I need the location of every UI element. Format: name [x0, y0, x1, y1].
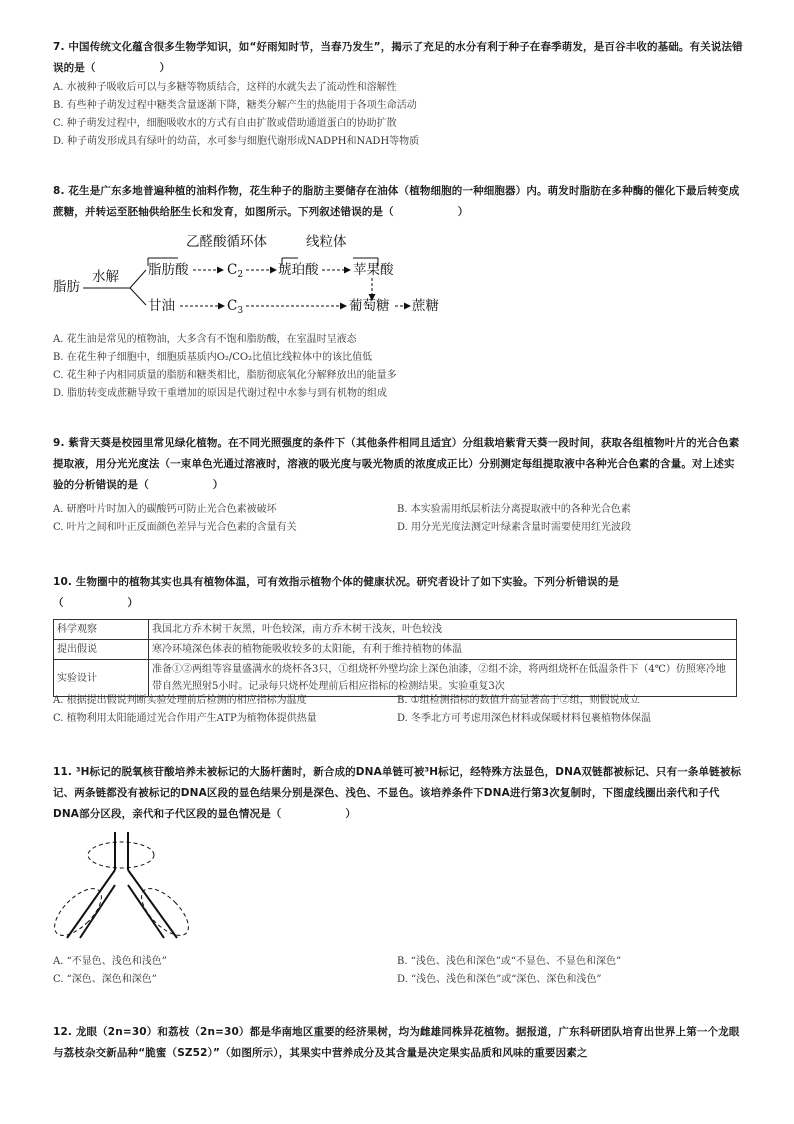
fatty-acid-label: 脂肪酸 [148, 262, 189, 278]
hydrolysis-label: 水解 [92, 269, 119, 285]
sucrose-label: 蔗糖 [412, 298, 439, 314]
c3-subscript: 3 [237, 306, 244, 316]
question-8 [53, 181, 743, 223]
question-11-options [53, 953, 743, 989]
glucose-label: 葡萄糖 [349, 298, 390, 314]
question-8-option-d: D. 脂肪转变成蔗糖导致干重增加的原因是代谢过程中水参与到有机物的组成 [53, 388, 388, 399]
question-7-stem: 7. 中国传统文化蕴含很多生物学知识，如“好雨知时节，当春乃发生”，揭示了充足的水分有利于种子在春季萌发，是百谷丰收的基础。有关说法错误的是（ ） [53, 41, 743, 74]
table-head-cell: 提出假说 [54, 640, 149, 660]
question-10-stem: 10. 生物圈中的植物其实也具有植物体温，可有效指示植物个体的健康状况。研究者设计了如下实验。下列分析错误的是 [53, 576, 620, 588]
question-10-options [53, 692, 743, 728]
question-8-option-a: A. 花生油是常见的植物油，大多含有不饱和脂肪酸，在室温时呈液态 [53, 334, 357, 345]
c3-label [227, 298, 243, 316]
question-11-stem: 11. ³H标记的脱氧核苷酸培养未被标记的大肠杆菌时，新合成的DNA单链可被³H标记，经特殊方法显色，DNA双链都被标记、只有一条单链被标记、两条链都没有被标记的DNA区段的显色结果分别是深色、浅色、不显色。该培养条件下DNA进行第3次复制时，下图虚线圈出亲代和子代DNA部分区段，亲代和子代区段的显色情况是（ ） [53, 766, 742, 820]
question-7-option-a: A. 水被种子吸收后可以与多糖等物质结合，这样的水就失去了流动性和溶解性 [53, 82, 397, 93]
question-12 [53, 1022, 743, 1064]
question-11-option-b: B. “浅色、浅色和深色”或“不显色、不显色和深色” [397, 956, 622, 967]
question-9-option-d: D. 用分光光度法测定叶绿素含量时需要使用红光波段 [397, 522, 632, 533]
question-10-answer-paren: （ ） [53, 597, 139, 609]
question-11 [53, 762, 743, 825]
table-row [54, 640, 737, 660]
c2-subscript: 2 [237, 270, 244, 280]
c2-label [227, 262, 243, 280]
experiment-table [53, 619, 737, 697]
question-9-option-c: C. 叶片之间和叶正反面颜色差异与光合色素的含量有关 [53, 522, 297, 533]
question-7-option-d: D. 种子萌发形成具有绿叶的幼苗，水可参与细胞代谢形成NADPH和NADH等物质 [53, 136, 420, 147]
fat-metabolism-diagram [50, 226, 439, 326]
question-10-option-d: D. 冬季北方可考虑用深色材料或保暖材料包裹植物体保温 [397, 713, 652, 724]
table-head-cell: 科学观察 [54, 620, 149, 640]
glycerol-label: 甘油 [148, 298, 175, 314]
question-10-option-a: A. 根据提出假说判断实验处理前后检测的相应指标为温度 [53, 695, 307, 706]
c3-letter: C [227, 298, 238, 314]
fat-label: 脂肪 [53, 279, 80, 295]
table-row [54, 620, 737, 640]
question-12-stem: 12. 龙眼（2n=30）和荔枝（2n=30）都是华南地区重要的经济果树，均为雌雄同株异花植物。据报道，广东科研团队培育出世界上第一个龙眼与荔枝杂交新品种“脆蜜（SZ52）”（如图所示），其果实中营养成分及其含量是决定果实品质和风味的重要因素之 [53, 1026, 740, 1059]
question-9-option-a: A. 研磨叶片时加入的碳酸钙可防止光合色素被破坏 [53, 504, 277, 515]
mitochondria-label: 线粒体 [306, 234, 347, 250]
table-body-cell: 寒冷环境深色体表的植物能吸收较多的太阳能，有利于维持植物的体温 [149, 640, 737, 660]
parent-segment-circle [88, 842, 154, 868]
succinate-label: 琥珀酸 [278, 262, 319, 278]
table-head-cell: 实验设计 [54, 660, 149, 697]
question-11-option-a: A. “不显色、浅色和浅色” [53, 956, 167, 967]
question-7-option-b: B. 有些种子萌发过程中糖类含量逐渐下降，糖类分解产生的热能用于各项生命活动 [53, 100, 417, 111]
question-8-stem: 8. 花生是广东多地普遍种植的油料作物，花生种子的脂肪主要储存在油体（植物细胞的一种细胞器）内。萌发时脂肪在多种酶的催化下最后转变成蔗糖，并转运至胚轴供给胚生长和发育，如图所示。下列叙述错误的是（ ） [53, 185, 740, 218]
question-8-options [53, 331, 743, 403]
question-10-option-c: C. 植物利用太阳能通过光合作用产生ATP为植物体提供热量 [53, 713, 317, 724]
table-body-cell: 我国北方乔木树干灰黑，叶色较深，南方乔木树干浅灰，叶色较浅 [149, 620, 737, 640]
table-row [54, 660, 737, 697]
table-body-cell: 准备①②两组等容量盛满水的烧杯各3只，①组烧杯外壁均涂上深色油漆，②组不涂，将两组烧杯在低温条件下（4℃）仿照寒冷地带自然光照射5小时。记录每只烧杯处理前后相应指标的检测结果。实验重复3次 [149, 660, 737, 697]
question-10 [53, 572, 743, 614]
question-9-stem: 9. 紫背天葵是校园里常见绿化植物。在不同光照强度的条件下（其他条件相同且适宜）分组栽培紫背天葵一段时间，获取各组植物叶片的光合色素提取液，用分光光度法（一束单色光通过溶液时，溶液的吸光度与吸光物质的浓度成正比）分别测定每组提取液中各种光合色素的含量。对上述实验的分析错误的是（ ） [53, 437, 740, 491]
c2-letter: C [227, 262, 238, 278]
question-11-option-d: D. “浅色、浅色和深色”或“深色、深色和浅色” [397, 974, 602, 985]
malate-label: 苹果酸 [353, 262, 394, 278]
dna-replication-diagram [50, 830, 210, 950]
glyoxysome-label: 乙醛酸循环体 [186, 234, 267, 250]
question-8-option-b: B. 在花生种子细胞中，细胞质基质内O₂/CO₂比值比线粒体中的该比值低 [53, 352, 373, 363]
question-7 [53, 37, 743, 151]
question-9 [53, 433, 743, 537]
question-10-option-b: B. ①组检测指标的数值升高显著高于②组，则假说成立 [397, 695, 640, 706]
question-11-option-c: C. “深色、深色和深色” [53, 974, 157, 985]
question-8-option-c: C. 花生种子内相同质量的脂肪和糖类相比，脂肪彻底氧化分解释放出的能量多 [53, 370, 397, 381]
question-7-option-c: C. 种子萌发过程中，细胞吸收水的方式有自由扩散或借助通道蛋白的协助扩散 [53, 118, 397, 129]
question-9-option-b: B. 本实验需用纸层析法分离提取液中的各种光合色素 [397, 504, 631, 515]
